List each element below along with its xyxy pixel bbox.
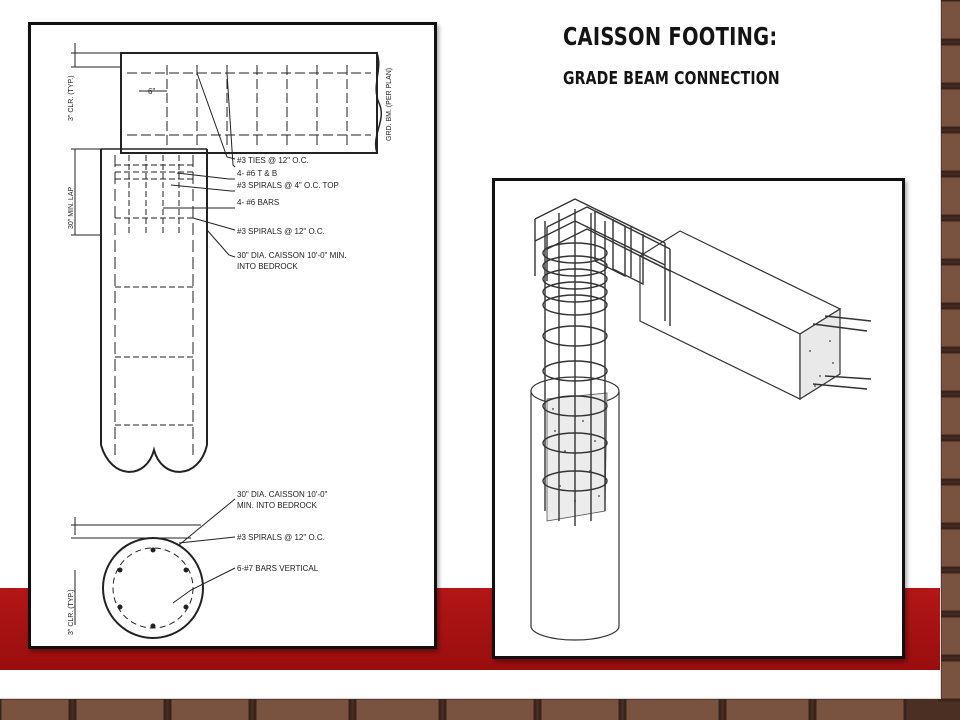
elevation-drawing (31, 25, 434, 646)
min-lap-label: 30" MIN. LAP (68, 186, 75, 229)
slide-subtitle: GRADE BEAM CONNECTION (563, 68, 780, 89)
slide-title: CAISSON FOOTING: (563, 22, 778, 51)
dimension-6-label: 6" (148, 87, 156, 96)
elevation-drawing-panel (28, 22, 437, 649)
isometric-drawing-panel (492, 178, 905, 659)
section-caisson-note-line2: MIN. INTO BEDROCK (237, 501, 317, 510)
section-caisson-note-line1: 30" DIA. CAISSON 10'-0" (237, 490, 328, 499)
top-spirals-note: #3 SPIRALS @ 4" O.C. TOP (237, 181, 339, 190)
section-spirals-note: #3 SPIRALS @ 12" O.C. (237, 533, 325, 542)
caisson-note-line1: 30" DIA. CAISSON 10'-0" MIN. (237, 251, 347, 260)
grade-beam-label: GRD. BM. (PER PLAN) (386, 67, 393, 141)
isometric-drawing (495, 181, 902, 656)
clear-cover-label: 3" CLR. (TYP.) (68, 75, 75, 121)
caisson-note-line2: INTO BEDROCK (237, 262, 298, 271)
section-bars-note: 6-#7 BARS VERTICAL (237, 564, 319, 573)
spirals-note: #3 SPIRALS @ 12" O.C. (237, 227, 325, 236)
bars-note: 4- #6 BARS (237, 198, 280, 207)
top-bottom-bars-note: 4- #6 T & B (237, 169, 278, 178)
section-clear-cover-label: 3" CLR. (TYP.) (68, 589, 75, 635)
ties-note: #3 TIES @ 12" O.C. (237, 156, 309, 165)
